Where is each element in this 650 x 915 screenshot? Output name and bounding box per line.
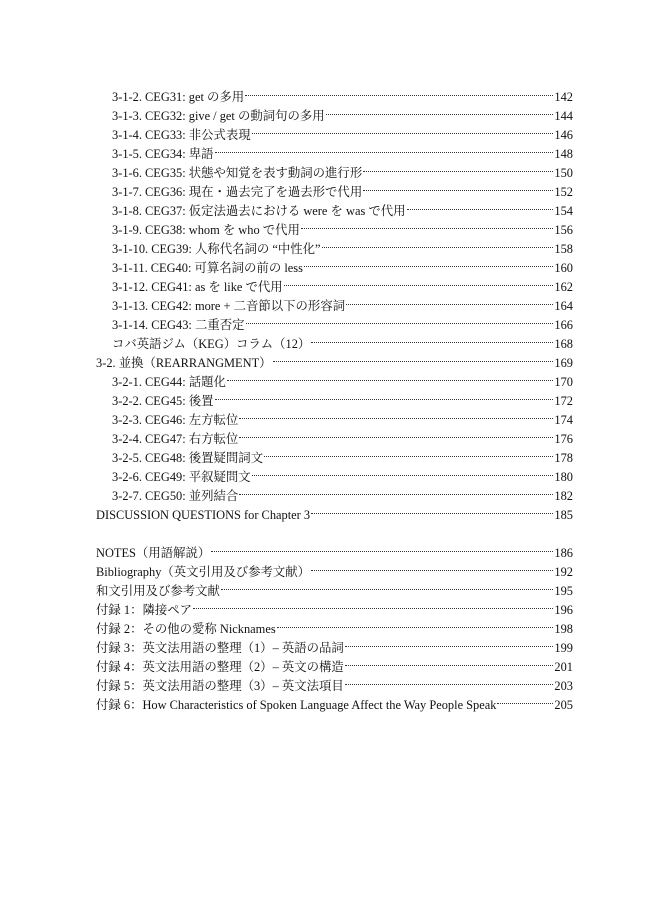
toc-page-number: 158 — [554, 242, 573, 256]
toc-page-number: 178 — [554, 451, 573, 465]
toc-page-number: 170 — [554, 375, 573, 389]
toc-entry-label: 3-1-13. CEG42: more + 二音節以下の形容詞 — [112, 299, 346, 313]
leader-dots — [345, 652, 554, 671]
leader-dots — [311, 500, 553, 519]
leader-dots — [363, 177, 553, 196]
leader-dots — [252, 462, 554, 481]
leader-dots — [193, 595, 553, 614]
toc-page-number: 156 — [554, 223, 573, 237]
leader-dots — [497, 690, 553, 709]
toc-page-number: 150 — [554, 166, 573, 180]
leader-dots — [407, 196, 554, 215]
leader-dots — [227, 367, 553, 386]
leader-dots — [345, 633, 554, 652]
toc-page-number: 154 — [554, 204, 573, 218]
toc-entry-label: NOTES（用語解説） — [96, 546, 211, 560]
leader-dots — [346, 291, 553, 310]
toc-entry-label: 3-1-3. CEG32: give / get の動詞句の多用 — [112, 109, 325, 123]
leader-dots — [322, 234, 554, 253]
toc-entry-label: 3-2-5. CEG48: 後置疑問詞文 — [112, 451, 264, 465]
toc-page-number: 168 — [554, 337, 573, 351]
toc-page-number: 166 — [554, 318, 573, 332]
toc-entry-label: 3-1-10. CEG39: 人称代名詞の “中性化” — [112, 242, 321, 256]
toc-entry-label: 3-1-14. CEG43: 二重否定 — [112, 318, 245, 332]
toc-entry-label: 付録 1：隣接ペア — [96, 603, 193, 617]
toc-entry-label: DISCUSSION QUESTIONS for Chapter 3 — [96, 508, 311, 522]
toc-page-number: 172 — [554, 394, 573, 408]
toc-page-number: 199 — [554, 641, 573, 655]
leader-dots — [273, 348, 554, 367]
toc-page-number: 144 — [554, 109, 573, 123]
toc-page-number: 195 — [554, 584, 573, 598]
leader-dots — [245, 82, 553, 101]
toc-page-number: 185 — [554, 508, 573, 522]
toc-page-number: 198 — [554, 622, 573, 636]
toc-entry-label: 和文引用及び参考文献 — [96, 584, 220, 598]
leader-dots — [246, 310, 554, 329]
toc-entry-label: 3-2-7. CEG50: 並列結合 — [112, 489, 239, 503]
leader-dots — [304, 253, 554, 272]
leader-dots — [221, 576, 554, 595]
toc-entry-label: 3-1-9. CEG38: whom を who で代用 — [112, 223, 300, 237]
toc-entry-label: 3-1-8. CEG37: 仮定法過去における were を was で代用 — [112, 204, 406, 218]
toc-entry-label: 付録 4：英文法用語の整理（2）– 英文の構造 — [96, 660, 344, 674]
toc-page-number: 142 — [554, 90, 573, 104]
toc-entry-label: 3-1-7. CEG36: 現在・過去完了を過去形で代用 — [112, 185, 363, 199]
toc-page-number: 169 — [554, 356, 573, 370]
toc-entry-label: Bibliography（英文引用及び参考文献） — [96, 565, 311, 579]
toc-entry-label: 3-2-6. CEG49: 平叙疑問文 — [112, 470, 251, 484]
toc-entry-label: 3-1-4. CEG33: 非公式表現 — [112, 128, 251, 142]
toc-page-number: 186 — [554, 546, 573, 560]
toc-entry-label: コバ英語ジム（KEG）コラム（12） — [112, 337, 311, 351]
toc-entry-label: 3-1-5. CEG34: 卑語 — [112, 147, 214, 161]
toc-page-number: 146 — [554, 128, 573, 142]
toc-page-number: 182 — [554, 489, 573, 503]
toc-entry-3-1-2 — [96, 82, 573, 104]
toc-page-number: 203 — [554, 679, 573, 693]
toc-page-number: 160 — [554, 261, 573, 275]
leader-dots — [301, 215, 553, 234]
toc-entry-label: 付録 2：その他の愛称 Nicknames — [96, 622, 276, 636]
leader-dots — [252, 120, 554, 139]
toc-entry-label: 付録 5：英文法用語の整理（3）– 英文法項目 — [96, 679, 344, 693]
toc-entry-label: 3-1-12. CEG41: as を like で代用 — [112, 280, 283, 294]
toc-entry-label: 3-2-4. CEG47: 右方転位 — [112, 432, 239, 446]
toc-entry-label: 付録 6：How Characteristics of Spoken Language Affect the Way People Speak — [96, 698, 497, 712]
leader-dots — [345, 671, 554, 690]
toc-entry-label: 3-1-2. CEG31: get の多用 — [112, 90, 245, 104]
toc-entry-label: 3-2-3. CEG46: 左方転位 — [112, 413, 239, 427]
leader-dots — [284, 272, 554, 291]
toc-entry-label: 3-1-11. CEG40: 可算名詞の前の less — [112, 261, 303, 275]
toc-entry-notes — [96, 538, 573, 560]
leader-dots — [239, 424, 553, 443]
toc-page-number: 148 — [554, 147, 573, 161]
toc-page-number: 192 — [554, 565, 573, 579]
toc-entry-label: 付録 3：英文法用語の整理（1）– 英語の品詞 — [96, 641, 344, 655]
toc-entry-label: 3-2-1. CEG44: 話題化 — [112, 375, 226, 389]
toc-page-number: 176 — [554, 432, 573, 446]
leader-dots — [264, 443, 553, 462]
leader-dots — [363, 158, 553, 177]
toc-page-number: 174 — [554, 413, 573, 427]
toc-page-number: 164 — [554, 299, 573, 313]
toc-page-number: 205 — [554, 698, 573, 712]
leader-dots — [311, 329, 553, 348]
leader-dots — [277, 614, 554, 633]
leader-dots — [239, 405, 553, 424]
leader-dots — [239, 481, 553, 500]
toc-page-number: 162 — [554, 280, 573, 294]
leader-dots — [326, 101, 554, 120]
leader-dots — [215, 139, 554, 158]
toc-entry-label: 3-2. 並換（REARRANGMENT） — [96, 356, 272, 370]
toc-page-number: 152 — [554, 185, 573, 199]
toc-entry-label: 3-2-2. CEG45: 後置 — [112, 394, 214, 408]
leader-dots — [215, 386, 554, 405]
table-of-contents — [96, 82, 573, 712]
toc-entry-label: 3-1-6. CEG35: 状態や知覚を表す動詞の進行形 — [112, 166, 363, 180]
toc-page-number: 196 — [554, 603, 573, 617]
toc-page-number: 180 — [554, 470, 573, 484]
leader-dots — [211, 538, 553, 557]
leader-dots — [311, 557, 553, 576]
toc-page-number: 201 — [554, 660, 573, 674]
